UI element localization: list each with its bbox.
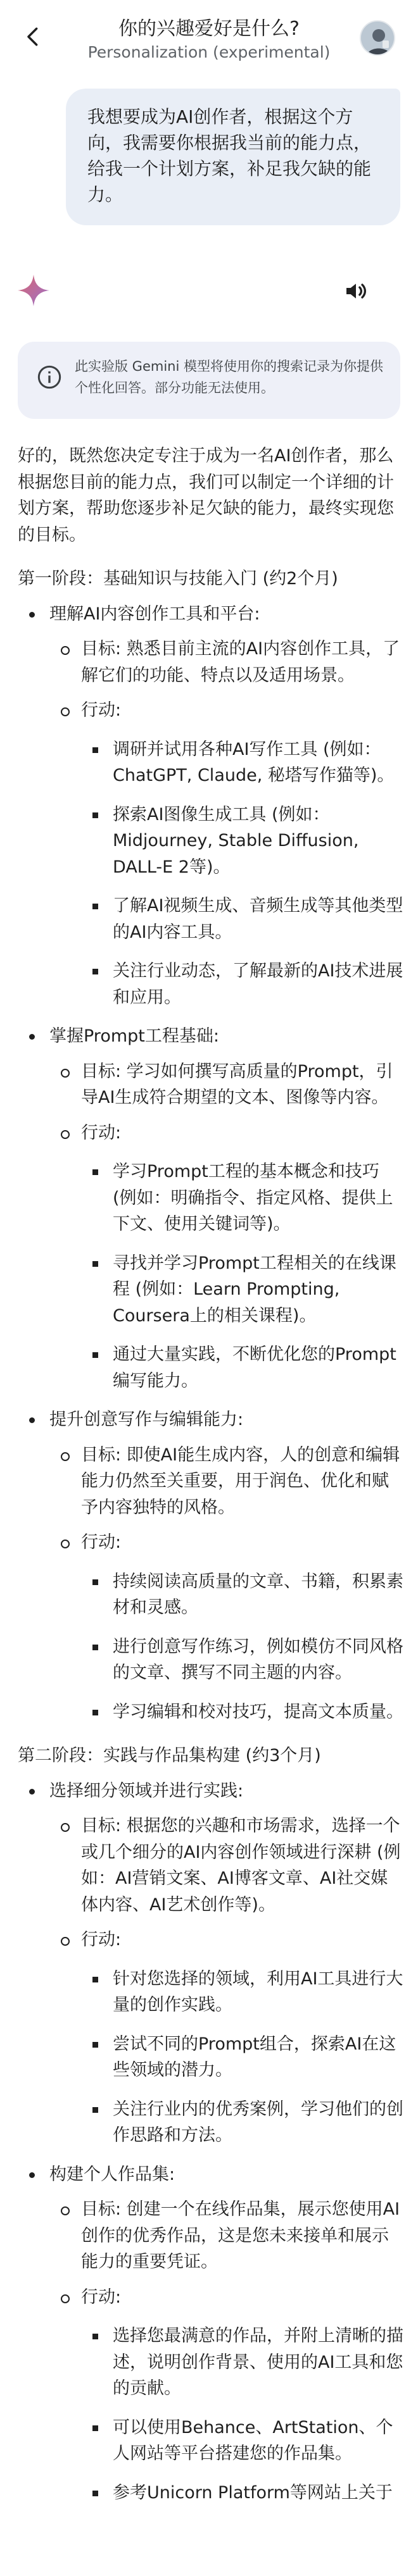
list-item [18,1778,404,2149]
action: 探索AI图像生成工具 (例如：Midjourney, Stable Diffusion, DALL-E 2等)。 [81,802,404,881]
action-list [81,2323,404,2506]
page-subtitle: Personalization (experimental) [87,43,331,61]
action-label: 行动: [81,700,122,720]
action: 寻找并学习Prompt工程相关的在线课程 (例如：Learn Prompting, Coursera上的相关课程)。 [81,1250,404,1329]
action-item [49,1927,404,2149]
item-label: 构建个人作品集: [49,2164,175,2184]
action-list [81,1569,404,1726]
sparkle-icon [16,273,51,308]
action-label: 行动: [81,1930,122,1950]
speaker-icon [343,278,369,304]
notice-text: 此实验版 Gemini 模型将使用你的搜索记录为你提供个性化回答。部分功能无法使用。 [75,359,383,395]
list-item [18,601,404,1011]
arrow-left-icon [22,26,44,47]
action: 学习Prompt工程的基本概念和技巧 (例如：明确指令、指定风格、提供上下文、使用关键词等)。 [81,1159,404,1238]
list-item [18,1407,404,1725]
item-label: 理解AI内容创作工具和平台: [49,604,260,624]
action-list [81,1159,404,1394]
action: 参考Unicorn Platform等网站上关于 [81,2480,404,2506]
goal-item: 目标: 根据您的兴趣和市场需求，选择一个或几个细分的AI内容创作领域进行深耕 (例如：AI营销文案、AI博客文章、AI社交媒体内容、AI艺术创作等)。 [49,1813,404,1918]
action: 进行创意写作练习，例如模仿不同风格的文章、撰写不同主题的内容。 [81,1634,404,1686]
goal-item: 目标: 即使AI能生成内容，人的创意和编辑能力仍然至关重要，用于润色、优化和赋予内容独特的风格。 [49,1442,404,1521]
action: 了解AI视频生成、音频生成等其他类型的AI内容工具。 [81,893,404,945]
action-label: 行动: [81,1123,122,1143]
back-button[interactable] [15,19,51,54]
avatar-image [361,22,395,56]
action: 关注行业内的优秀案例，学习他们的创作思路和方法。 [81,2096,404,2149]
action: 选择您最满意的作品，并附上清晰的描述，说明创作背景、使用的AI工具和您的贡献。 [81,2323,404,2402]
action-item [49,697,404,1011]
phase-title: 第一阶段：基础知识与技能入门 (约2个月) [18,569,338,588]
response-intro: 好的，既然您决定专注于成为一名AI创作者，那么根据您目前的能力点，我们可以制定一个详细的计划方案，帮助您逐步补足欠缺的能力，最终实现您的目标。 [18,446,394,545]
action: 针对您选择的领域，利用AI工具进行大量的创作实践。 [81,1966,404,2019]
action-item [49,1120,404,1395]
top-bar [0,0,418,75]
action-item [49,1529,404,1725]
phase-list [18,601,404,1726]
action: 尝试不同的Prompt组合，探索AI在这些领域的潜力。 [81,2031,404,2084]
action-label: 行动: [81,1533,122,1552]
item-label: 提升创意写作与编辑能力: [49,1410,244,1429]
action: 通过大量实践，不断优化您的Prompt编写能力。 [81,1341,404,1394]
item-label: 选择细分领域并进行实践: [49,1781,244,1801]
action-list [81,1966,404,2149]
speaker-button[interactable] [342,277,370,305]
sub-list [49,636,404,1011]
assistant-response [18,443,404,2518]
item-label: 掌握Prompt工程基础: [49,1026,219,1046]
info-icon [37,364,62,390]
goal-item: 目标: 创建一个在线作品集，展示您使用AI创作的优秀作品，这是您未来接单和展示能力的重要凭证。 [49,2196,404,2275]
goal-item: 目标: 熟悉目前主流的AI内容创作工具，了解它们的功能、特点以及适用场景。 [49,636,404,688]
action: 调研并试用各种AI写作工具 (例如：ChatGPT, Claude, 秘塔写作猫等)。 [81,737,404,789]
list-item [18,2162,404,2506]
user-avatar[interactable] [360,20,395,56]
action: 可以使用Behance、ArtStation、个人网站等平台搭建您的作品集。 [81,2415,404,2467]
phase-title: 第二阶段：实践与作品集构建 (约3个月) [18,1746,321,1765]
goal-item: 目标: 学习如何撰写高质量的Prompt，引导AI生成符合期望的文本、图像等内容。 [49,1059,404,1111]
sub-list [49,1059,404,1395]
action: 学习编辑和校对技巧，提高文本质量。 [81,1699,404,1726]
list-item [18,1023,404,1394]
action-list [81,737,404,1011]
phase-list [18,1778,404,2506]
sub-list [49,1442,404,1726]
action: 持续阅读高质量的文章、书籍，积累素材和灵感。 [81,1569,404,1621]
user-message-bubble: 我想要成为AI创作者，根据这个方向，我需要你根据我当前的能力点，给我一个计划方案，补足我欠缺的能力。 [66,89,400,225]
action-item [49,2284,404,2506]
sub-list [49,1813,404,2149]
page-title: 你的兴趣爱好是什么? [118,18,300,40]
action-label: 行动: [81,2287,122,2307]
action: 关注行业动态，了解最新的AI技术进展和应用。 [81,958,404,1011]
personalization-notice [18,342,400,419]
bottom-fade [0,2538,418,2576]
sub-list [49,2196,404,2506]
